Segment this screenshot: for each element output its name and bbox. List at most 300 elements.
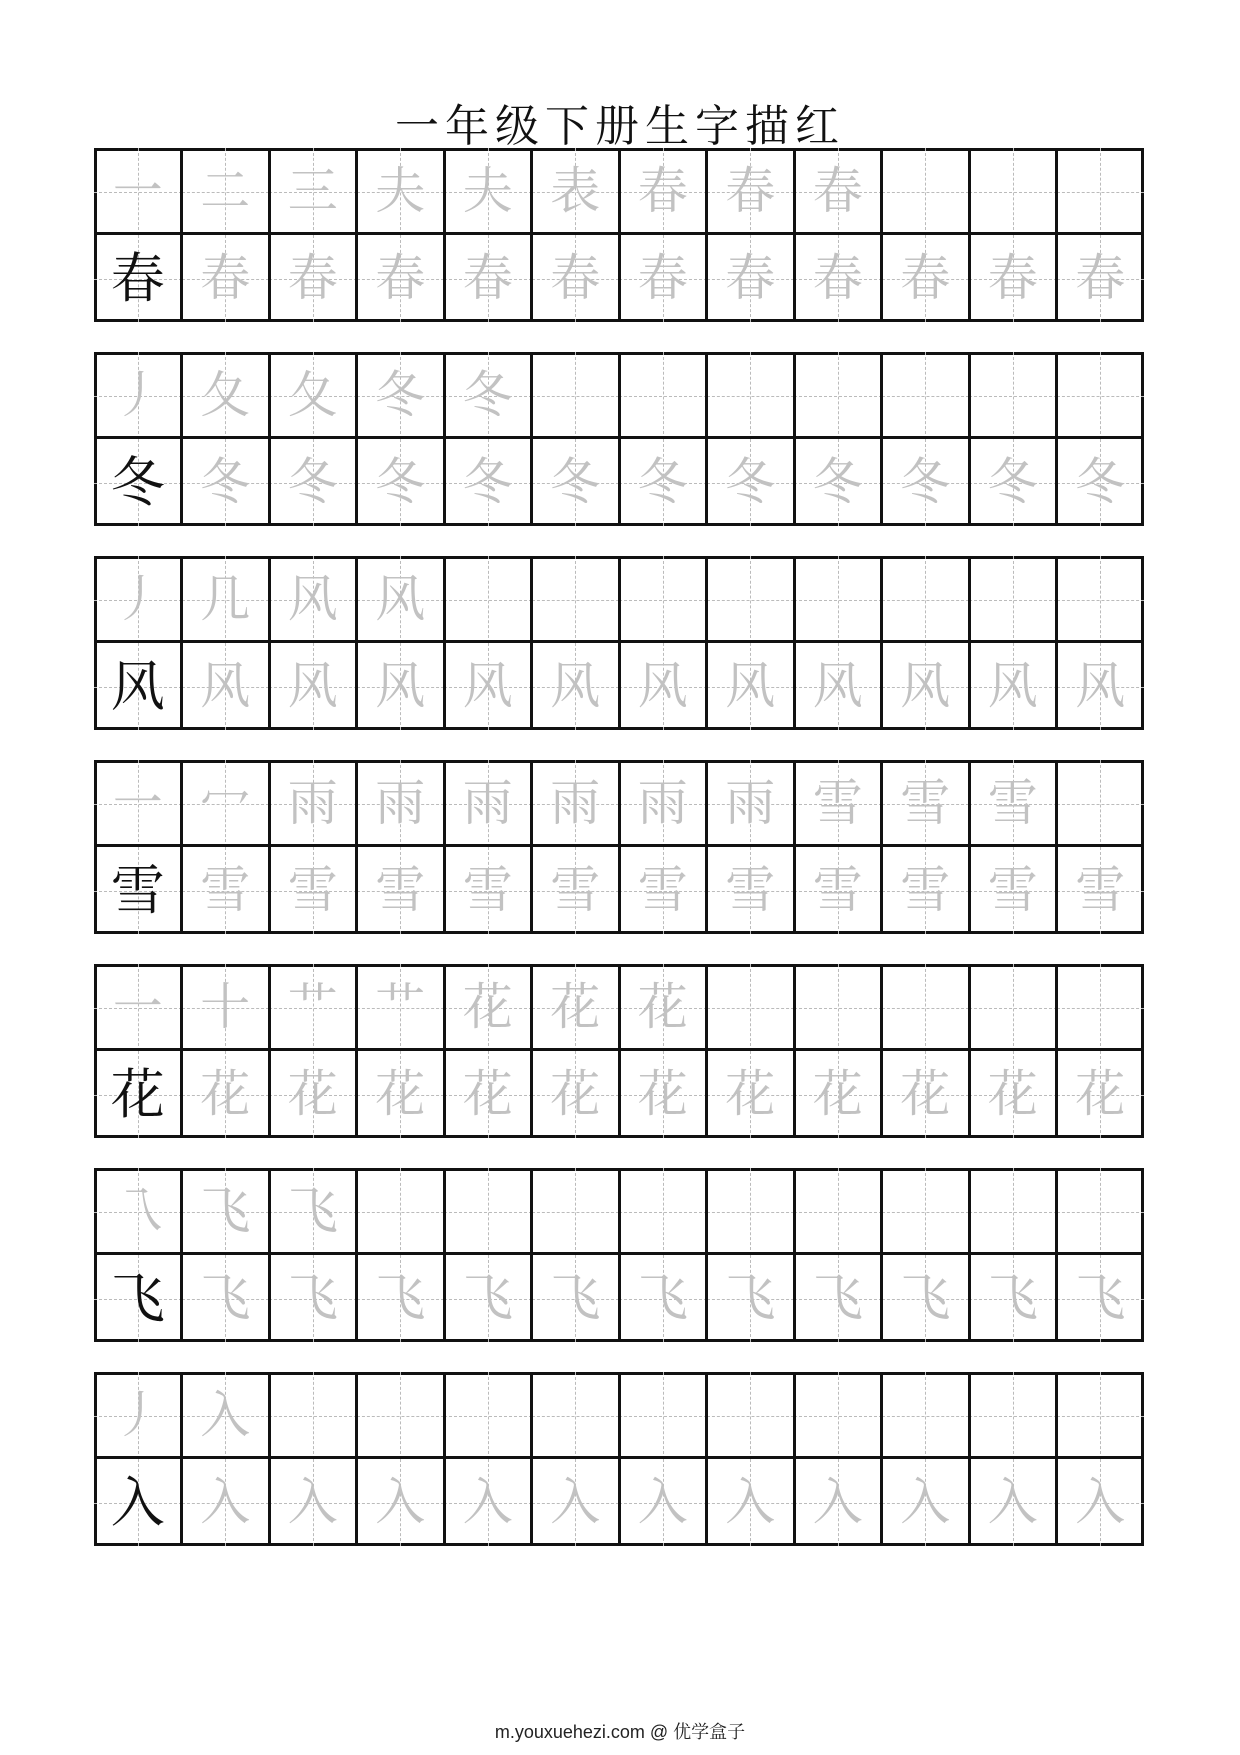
grid-divider [1055, 1372, 1058, 1546]
grid-divider [705, 556, 708, 730]
grid-divider [705, 1372, 708, 1546]
grid-divider [355, 1372, 358, 1546]
stroke-step-character: 飞 [287, 1182, 338, 1240]
trace-cell [794, 235, 882, 322]
stroke-step-character: 一 [112, 162, 163, 220]
trace-character: 冬 [200, 453, 251, 511]
stroke-step-character: 雨 [287, 774, 338, 832]
trace-cell [94, 847, 182, 934]
grid-divider [443, 148, 446, 322]
stroke-step-character: 艹 [375, 978, 426, 1036]
grid-divider [880, 760, 883, 934]
stroke-step-character: 入 [200, 1386, 251, 1444]
stroke-cell [269, 964, 357, 1051]
trace-character: 雪 [987, 861, 1038, 919]
row-divider [94, 1048, 1144, 1051]
grid-divider [793, 148, 796, 322]
trace-cell [269, 847, 357, 934]
stroke-cell [444, 556, 532, 643]
trace-cell [357, 235, 445, 322]
stroke-cell [882, 964, 970, 1051]
stroke-step-character: 春 [637, 162, 688, 220]
stroke-cell [969, 556, 1057, 643]
trace-cell [182, 1051, 270, 1138]
trace-cell [1057, 1051, 1145, 1138]
trace-character: 雪 [462, 861, 513, 919]
grid-divider [443, 556, 446, 730]
stroke-cell [182, 1372, 270, 1459]
stroke-cell [882, 1372, 970, 1459]
trace-character: 风 [550, 657, 601, 715]
stroke-cell [269, 1168, 357, 1255]
grid-divider [180, 760, 183, 934]
stroke-step-character: 雪 [987, 774, 1038, 832]
grid-divider [530, 1372, 533, 1546]
trace-cell [269, 1459, 357, 1546]
stroke-cell [357, 964, 445, 1051]
stroke-cell [94, 1372, 182, 1459]
grid-divider [618, 760, 621, 934]
trace-character: 飞 [637, 1269, 688, 1327]
stroke-cell [969, 1168, 1057, 1255]
trace-cell [707, 1255, 795, 1342]
trace-character: 风 [987, 657, 1038, 715]
trace-character: 入 [550, 1473, 601, 1531]
trace-cell [94, 643, 182, 730]
row-divider [94, 640, 1144, 643]
grid-divider [793, 352, 796, 526]
stroke-cell [269, 352, 357, 439]
stroke-cell [1057, 964, 1145, 1051]
trace-cell [882, 1255, 970, 1342]
stroke-step-character: 冬 [375, 366, 426, 424]
stroke-cell [532, 556, 620, 643]
row-divider [94, 844, 1144, 847]
stroke-cell [882, 556, 970, 643]
grid-divider [968, 1372, 971, 1546]
trace-character: 花 [200, 1065, 251, 1123]
grid-divider [880, 1372, 883, 1546]
page-title: 一年级下册生字描红 [395, 101, 845, 152]
stroke-cell [794, 1372, 882, 1459]
stroke-cell [707, 352, 795, 439]
stroke-cell [94, 556, 182, 643]
trace-character: 飞 [812, 1269, 863, 1327]
stroke-step-character: 丿 [112, 570, 163, 628]
stroke-cell [1057, 556, 1145, 643]
trace-cell [969, 643, 1057, 730]
trace-cell [357, 643, 445, 730]
row-divider [94, 1252, 1144, 1255]
trace-character: 风 [812, 657, 863, 715]
grid-divider [355, 352, 358, 526]
trace-character: 花 [287, 1065, 338, 1123]
trace-cell [619, 1459, 707, 1546]
grid-divider [268, 964, 271, 1138]
trace-character: 入 [637, 1473, 688, 1531]
grid-divider [705, 352, 708, 526]
stroke-cell [969, 1372, 1057, 1459]
stroke-cell [969, 964, 1057, 1051]
trace-character: 冬 [637, 453, 688, 511]
stroke-cell [94, 1168, 182, 1255]
stroke-cell [269, 1372, 357, 1459]
trace-cell [882, 1459, 970, 1546]
stroke-cell [357, 556, 445, 643]
stroke-cell [532, 964, 620, 1051]
grid-divider [705, 964, 708, 1138]
grid-divider [793, 1372, 796, 1546]
model-character: 飞 [110, 1267, 165, 1330]
trace-cell [182, 235, 270, 322]
trace-character: 飞 [987, 1269, 1038, 1327]
trace-character: 风 [287, 657, 338, 715]
trace-character: 飞 [725, 1269, 776, 1327]
grid-divider [880, 148, 883, 322]
trace-character: 雪 [900, 861, 951, 919]
trace-character: 飞 [900, 1269, 951, 1327]
trace-character: 风 [725, 657, 776, 715]
grid-divider [443, 352, 446, 526]
trace-cell [444, 235, 532, 322]
trace-character: 雪 [637, 861, 688, 919]
trace-character: 入 [725, 1473, 776, 1531]
stroke-cell [794, 760, 882, 847]
trace-cell [532, 235, 620, 322]
stroke-cell [357, 1168, 445, 1255]
stroke-cell [182, 148, 270, 235]
stroke-cell [882, 352, 970, 439]
trace-cell [182, 439, 270, 526]
trace-cell [444, 1255, 532, 1342]
grid-divider [618, 1168, 621, 1342]
trace-cell [269, 235, 357, 322]
stroke-step-character: 雪 [900, 774, 951, 832]
stroke-cell [357, 760, 445, 847]
trace-character: 冬 [1075, 453, 1126, 511]
trace-character: 风 [900, 657, 951, 715]
stroke-step-character: 冬 [462, 366, 513, 424]
grid-divider [268, 760, 271, 934]
stroke-step-character: 雨 [637, 774, 688, 832]
model-character: 春 [110, 247, 165, 310]
trace-cell [882, 1051, 970, 1138]
trace-cell [882, 439, 970, 526]
grid-divider [968, 556, 971, 730]
stroke-cell [269, 556, 357, 643]
stroke-cell [882, 148, 970, 235]
trace-cell [794, 1459, 882, 1546]
grid-divider [268, 1372, 271, 1546]
grid-divider [793, 964, 796, 1138]
stroke-cell [707, 760, 795, 847]
trace-cell [532, 847, 620, 934]
stroke-cell [444, 1168, 532, 1255]
stroke-step-character: 丿 [112, 1386, 163, 1444]
trace-character: 雪 [375, 861, 426, 919]
trace-cell [969, 439, 1057, 526]
trace-character: 春 [550, 249, 601, 307]
trace-cell [969, 847, 1057, 934]
stroke-cell [707, 148, 795, 235]
row-divider [94, 436, 1144, 439]
stroke-cell [1057, 148, 1145, 235]
stroke-step-character: 春 [725, 162, 776, 220]
grid-divider [355, 760, 358, 934]
trace-character: 花 [375, 1065, 426, 1123]
stroke-step-character: 艹 [287, 978, 338, 1036]
model-character: 风 [110, 655, 165, 718]
trace-character: 飞 [287, 1269, 338, 1327]
trace-character: 风 [375, 657, 426, 715]
trace-character: 入 [200, 1473, 251, 1531]
grid-divider [355, 556, 358, 730]
trace-cell [707, 643, 795, 730]
trace-cell [269, 1051, 357, 1138]
stroke-step-character: 冖 [200, 774, 251, 832]
grid-divider [530, 964, 533, 1138]
trace-character: 冬 [725, 453, 776, 511]
stroke-cell [357, 1372, 445, 1459]
trace-character: 花 [462, 1065, 513, 1123]
stroke-cell [619, 148, 707, 235]
trace-character: 雪 [550, 861, 601, 919]
stroke-cell [619, 352, 707, 439]
grid-divider [618, 1372, 621, 1546]
trace-character: 冬 [900, 453, 951, 511]
char-block-1 [94, 148, 1144, 322]
grid-divider [355, 964, 358, 1138]
stroke-cell [794, 352, 882, 439]
trace-cell [532, 1051, 620, 1138]
stroke-step-character: 雨 [375, 774, 426, 832]
trace-cell [794, 1255, 882, 1342]
grid-divider [968, 352, 971, 526]
stroke-step-character: 乁 [112, 1182, 163, 1240]
stroke-cell [182, 760, 270, 847]
trace-character: 飞 [375, 1269, 426, 1327]
grid-divider [180, 1372, 183, 1546]
grid-divider [880, 556, 883, 730]
trace-cell [794, 847, 882, 934]
grid-divider [880, 352, 883, 526]
stroke-cell [532, 1168, 620, 1255]
grid-divider [1055, 556, 1058, 730]
grid-divider [530, 556, 533, 730]
grid-divider [268, 352, 271, 526]
stroke-step-character: 雨 [550, 774, 601, 832]
trace-character: 飞 [550, 1269, 601, 1327]
grid-divider [530, 352, 533, 526]
grid-divider [880, 964, 883, 1138]
stroke-cell [969, 148, 1057, 235]
trace-character: 花 [1075, 1065, 1126, 1123]
stroke-cell [1057, 352, 1145, 439]
stroke-step-character: 一 [112, 978, 163, 1036]
stroke-step-character: 几 [200, 570, 251, 628]
trace-character: 飞 [462, 1269, 513, 1327]
trace-cell [444, 643, 532, 730]
grid-divider [180, 352, 183, 526]
trace-character: 冬 [987, 453, 1038, 511]
stroke-step-character: 夫 [375, 162, 426, 220]
stroke-step-character: 风 [287, 570, 338, 628]
stroke-cell [882, 1168, 970, 1255]
trace-character: 春 [200, 249, 251, 307]
stroke-cell [532, 1372, 620, 1459]
stroke-cell [444, 148, 532, 235]
trace-cell [707, 439, 795, 526]
stroke-cell [619, 556, 707, 643]
stroke-cell [444, 760, 532, 847]
stroke-cell [707, 556, 795, 643]
grid-divider [968, 760, 971, 934]
trace-cell [94, 1459, 182, 1546]
trace-character: 入 [375, 1473, 426, 1531]
stroke-cell [444, 1372, 532, 1459]
trace-character: 春 [287, 249, 338, 307]
trace-character: 春 [637, 249, 688, 307]
trace-character: 雪 [200, 861, 251, 919]
grid-divider [968, 1168, 971, 1342]
trace-cell [882, 235, 970, 322]
stroke-step-character: 飞 [200, 1182, 251, 1240]
stroke-cell [794, 1168, 882, 1255]
stroke-cell [619, 1372, 707, 1459]
trace-character: 入 [900, 1473, 951, 1531]
trace-character: 春 [375, 249, 426, 307]
grid-divider [1055, 352, 1058, 526]
stroke-cell [182, 1168, 270, 1255]
stroke-cell [619, 1168, 707, 1255]
trace-cell [1057, 847, 1145, 934]
trace-character: 入 [987, 1473, 1038, 1531]
char-block-2 [94, 352, 1144, 526]
trace-character: 飞 [1075, 1269, 1126, 1327]
trace-cell [707, 235, 795, 322]
trace-cell [1057, 1255, 1145, 1342]
trace-cell [357, 439, 445, 526]
trace-cell [619, 235, 707, 322]
trace-character: 入 [1075, 1473, 1126, 1531]
stroke-cell [94, 352, 182, 439]
trace-cell [532, 1459, 620, 1546]
grid-divider [793, 760, 796, 934]
grid-divider [268, 148, 271, 322]
stroke-step-character: 花 [550, 978, 601, 1036]
grid-divider [180, 964, 183, 1138]
trace-character: 雪 [1075, 861, 1126, 919]
stroke-cell [619, 964, 707, 1051]
trace-cell [882, 643, 970, 730]
trace-character: 春 [725, 249, 776, 307]
grid-divider [530, 760, 533, 934]
model-character: 冬 [110, 451, 165, 514]
trace-cell [357, 1051, 445, 1138]
trace-character: 春 [1075, 249, 1126, 307]
stroke-step-character: 风 [375, 570, 426, 628]
grid-divider [968, 964, 971, 1138]
grid-divider [180, 556, 183, 730]
stroke-step-character: 二 [200, 162, 251, 220]
stroke-step-character: 丿 [112, 366, 163, 424]
trace-cell [707, 1459, 795, 1546]
stroke-step-character: 夂 [200, 366, 251, 424]
grid-divider [1055, 760, 1058, 934]
char-block-6 [94, 1168, 1144, 1342]
grid-divider [618, 556, 621, 730]
stroke-cell [532, 352, 620, 439]
stroke-step-character: 花 [637, 978, 688, 1036]
trace-cell [269, 1255, 357, 1342]
trace-cell [269, 643, 357, 730]
grid-divider [268, 556, 271, 730]
trace-cell [707, 1051, 795, 1138]
stroke-cell [882, 760, 970, 847]
stroke-cell [619, 760, 707, 847]
stroke-step-character: 表 [550, 162, 601, 220]
trace-cell [269, 439, 357, 526]
grid-divider [530, 148, 533, 322]
model-character: 花 [110, 1063, 165, 1126]
trace-cell [969, 235, 1057, 322]
trace-character: 冬 [375, 453, 426, 511]
grid-divider [268, 1168, 271, 1342]
stroke-step-character: 雪 [812, 774, 863, 832]
stroke-cell [94, 148, 182, 235]
stroke-cell [969, 352, 1057, 439]
trace-cell [1057, 643, 1145, 730]
trace-cell [357, 1255, 445, 1342]
trace-character: 入 [462, 1473, 513, 1531]
trace-character: 风 [200, 657, 251, 715]
grid-divider [443, 1168, 446, 1342]
char-block-4 [94, 760, 1144, 934]
trace-character: 冬 [287, 453, 338, 511]
stroke-cell [182, 352, 270, 439]
trace-cell [532, 439, 620, 526]
grid-divider [443, 760, 446, 934]
trace-character: 花 [987, 1065, 1038, 1123]
trace-character: 雪 [812, 861, 863, 919]
stroke-cell [444, 352, 532, 439]
stroke-step-character: 夂 [287, 366, 338, 424]
trace-cell [969, 1051, 1057, 1138]
stroke-cell [532, 148, 620, 235]
grid-divider [443, 964, 446, 1138]
trace-character: 花 [725, 1065, 776, 1123]
trace-character: 春 [900, 249, 951, 307]
trace-cell [969, 1459, 1057, 1546]
grid-divider [618, 352, 621, 526]
trace-character: 风 [1075, 657, 1126, 715]
grid-divider [1055, 1168, 1058, 1342]
trace-character: 入 [812, 1473, 863, 1531]
trace-character: 冬 [812, 453, 863, 511]
stroke-cell [269, 760, 357, 847]
stroke-cell [269, 148, 357, 235]
grid-divider [1055, 964, 1058, 1138]
trace-character: 花 [900, 1065, 951, 1123]
trace-character: 冬 [462, 453, 513, 511]
trace-cell [444, 847, 532, 934]
stroke-cell [182, 964, 270, 1051]
stroke-step-character: 一 [112, 774, 163, 832]
trace-character: 雪 [725, 861, 776, 919]
stroke-cell [707, 1168, 795, 1255]
trace-character: 风 [462, 657, 513, 715]
row-divider [94, 232, 1144, 235]
